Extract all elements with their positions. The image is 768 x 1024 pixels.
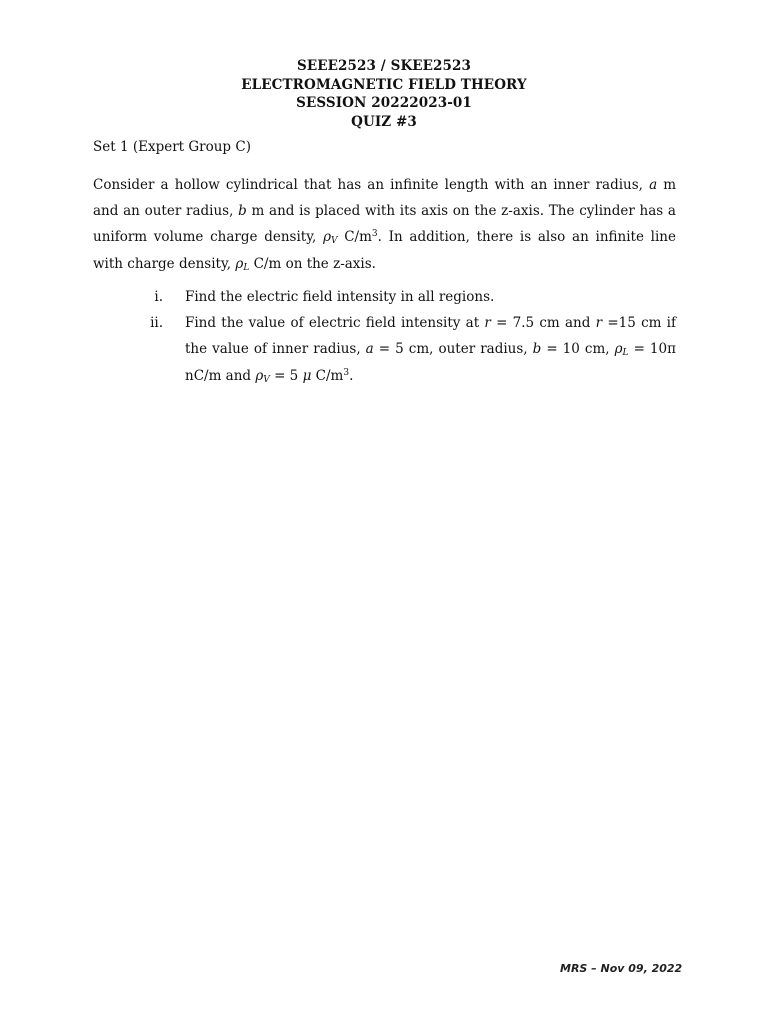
question-text: m and an outer radius, (93, 177, 677, 220)
item-text: Find the electric field intensity in all regions. (185, 289, 495, 305)
quiz-header (0, 57, 768, 131)
rho-subscript: V (331, 236, 338, 247)
var-b: b (532, 341, 542, 358)
item-text: = 10 cm, (541, 341, 615, 358)
question-text: m and is placed with its axis on the z-axis. The cylinder has a uniform volume charge density, (93, 203, 676, 246)
list-item (93, 310, 676, 389)
var-r: r (484, 315, 491, 332)
rho-symbol: ρ (614, 341, 623, 358)
item-text: Find the value of electric field intensity at (185, 315, 485, 332)
mu-symbol: μ (302, 367, 312, 384)
var-a: a (365, 341, 374, 358)
item-text: = 10π nC/m and (185, 341, 676, 384)
rho-subscript: V (263, 374, 270, 385)
item-text: C/m (311, 367, 344, 384)
var-a: a (649, 177, 658, 193)
item-text: . (349, 367, 354, 384)
session-label: SESSION 20222023-01 (296, 95, 472, 111)
question-text: C/m on the z-axis. (249, 255, 376, 272)
item-number: ii. (150, 315, 163, 332)
exponent: 3 (371, 229, 378, 240)
item-text: = 5 (269, 367, 303, 384)
rho-subscript: L (622, 348, 629, 359)
question-text: C/m (337, 229, 372, 246)
var-r: r (595, 315, 603, 332)
item-text: =15 cm if the value of inner radius, (185, 315, 676, 358)
set-label: Set 1 (Expert Group C) (93, 139, 251, 155)
course-codes: SEEE2523 / SKEE2523 (296, 58, 472, 74)
item-number: i. (154, 289, 163, 305)
rho-symbol: ρ (235, 255, 244, 272)
rho-subscript: L (243, 262, 250, 273)
question-text: Consider a hollow cylindrical that has an infinite length with an inner radius, (93, 177, 643, 193)
quiz-title: QUIZ #3 (351, 113, 417, 130)
list-item (93, 284, 676, 310)
rho-symbol: ρ (323, 229, 331, 246)
footer-signature: MRS – Nov 09, 2022 (560, 962, 683, 975)
question-text: . In addition, there is also an infinite line with charge density, (93, 229, 676, 272)
exponent: 3 (343, 367, 350, 378)
question-list (93, 284, 676, 389)
var-b: b (238, 203, 247, 220)
course-name: ELECTROMAGNETIC FIELD THEORY (241, 76, 527, 93)
item-text: = 5 cm, outer radius, (373, 341, 533, 358)
question-paragraph (93, 172, 676, 277)
rho-symbol: ρ (255, 367, 264, 384)
item-text: = 7.5 cm and (490, 315, 596, 332)
